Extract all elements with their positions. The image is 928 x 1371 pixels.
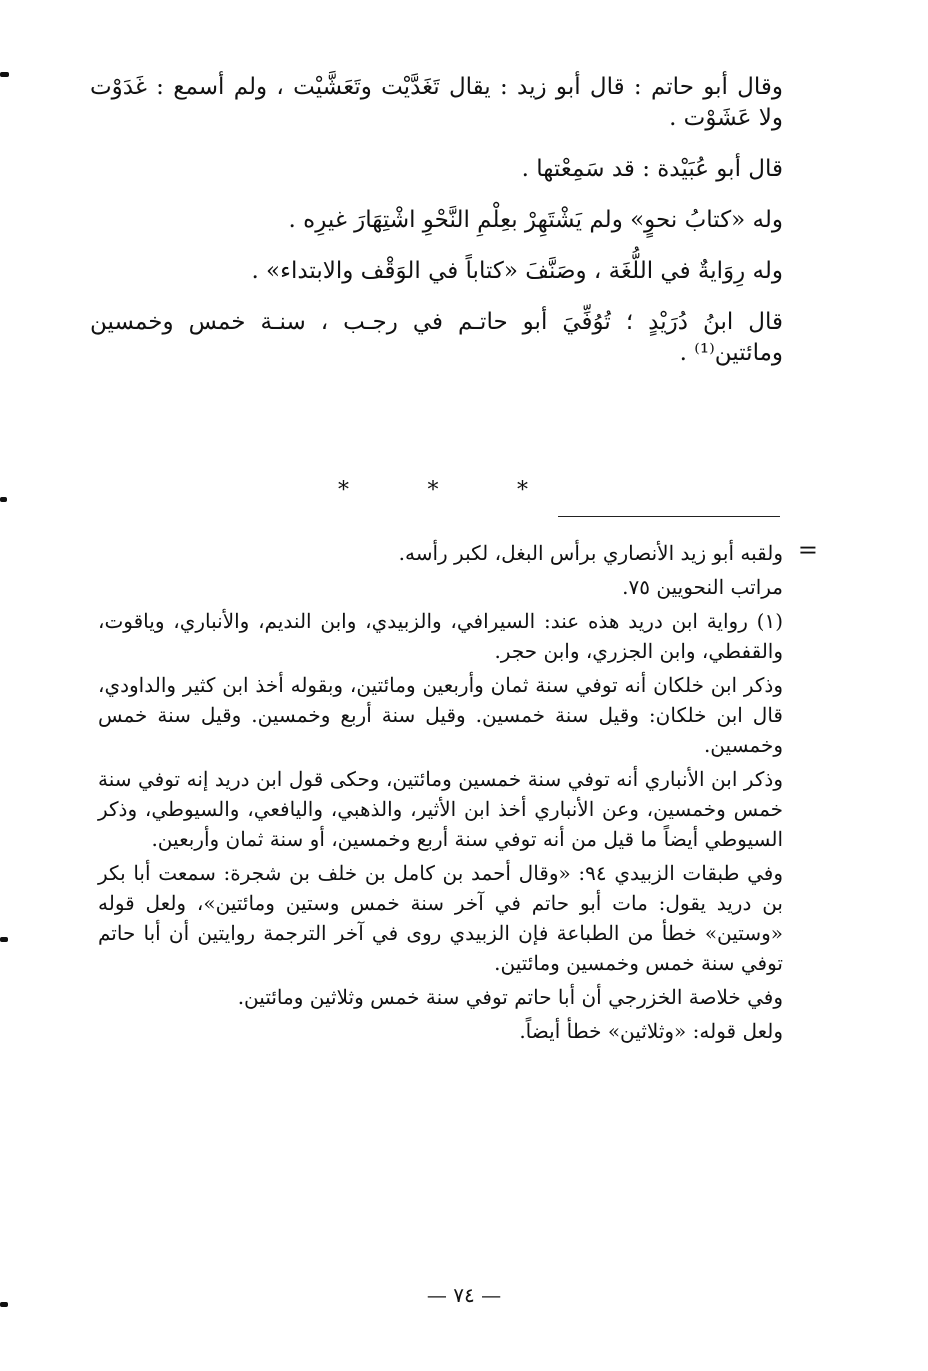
main-paragraph: وله «كتابُ نحوٍ» ولم يَشْتَهِرْ بعِلْمِ النَّحْوِ اشْتِهَارَ غيرِه . (288, 207, 783, 233)
footnote-paragraph: وذكر ابن خلكان أنه توفي سنة ثمان وأربعين ومائتين، وبقوله أخذ ابن كثير والداودي، قال ابن خلكان: وقيل سنة خمسين. وقيل سنة أربع وخمسين. وقيل سنة خمس وخمسين. (98, 673, 783, 757)
footnote-paragraph: وفي طبقات الزبيدي ٩٤: «وقال أحمد بن كامل بن خلف بن شجرة: سمعت أبا بكر بن دريد يقول: مات أبو حاتم في آخر سنة خمس وستين ومائتين»، ولعل قوله «وستين» خطأ من الطباعة فإن الزبيدي روى في آخر الترجمة روايتين أن أبا حاتم توفي سنة خمس وخمسين ومائتين. (98, 861, 783, 975)
separator-stars (338, 478, 528, 503)
continuation-mark: = (797, 536, 818, 564)
footnote-rule (558, 516, 780, 517)
star: * (338, 478, 349, 503)
footnote-paragraph: ولقبه أبو زيد الأنصاري برأس البغل، لكبر رأسه. (398, 541, 783, 565)
main-paragraph: قال أبو عُبَيْدة : قد سَمِعْتها . (521, 156, 783, 182)
footnote-paragraph: مراتب النحويين ٧٥. (622, 575, 783, 599)
footnotes (98, 538, 783, 1050)
footnote-paragraph: وفي خلاصة الخزرجي أن أبا حاتم توفي سنة خمس وثلاثين ومائتين. (237, 985, 783, 1009)
footnote-paragraph: (١) رواية ابن دريد هذه عند: السيرافي، والزبيدي، وابن النديم، والأنباري، وياقوت، والقفطي، وابن الجزري، وابن حجر. (98, 609, 783, 663)
main-text (90, 72, 783, 389)
page-number: — ٧٤ — (426, 1283, 502, 1307)
footnote-paragraph: وذكر ابن الأنباري أنه توفي سنة خمسين ومائتين، وحكى قول ابن دريد إنه توفي سنة خمس وخمسين، وعن الأنباري أخذ ابن الأثير، والذهبي، واليافعي، والسيوطي، وذكر السيوطي أيضاً ما قيل من أنه توفي سنة أربع وخمسين، أو سنة ثمان وأربعين. (98, 767, 783, 851)
star: * (517, 478, 528, 503)
star: * (427, 478, 439, 503)
footnote-paragraph: ولعل قوله: «وثلاثين» خطأ أيضاً. (519, 1019, 783, 1043)
main-paragraph: وقال أبو حاتم : قال أبو زيد : يقال تَغَدَّيْت وتَعَشَّيْت ، ولم أسمع : غَدَوْت ولا عَشَوْت . (90, 74, 783, 131)
scan-margin-mark (0, 937, 8, 942)
main-paragraph: قال ابنُ دُرَيْدٍ ؛ تُوُفِّيَ أبو حاتـم في رجـب ، سنـة خمس وخمسين ومائتين⁽¹⁾ . (90, 309, 783, 366)
scan-margin-mark (0, 497, 7, 502)
main-paragraph: وله رِوَايةٌ في اللُّغَة ، وصَنَّفَ «كتاباً في الوَقْف والابتداء» . (251, 258, 783, 284)
scan-margin-mark (0, 72, 9, 77)
